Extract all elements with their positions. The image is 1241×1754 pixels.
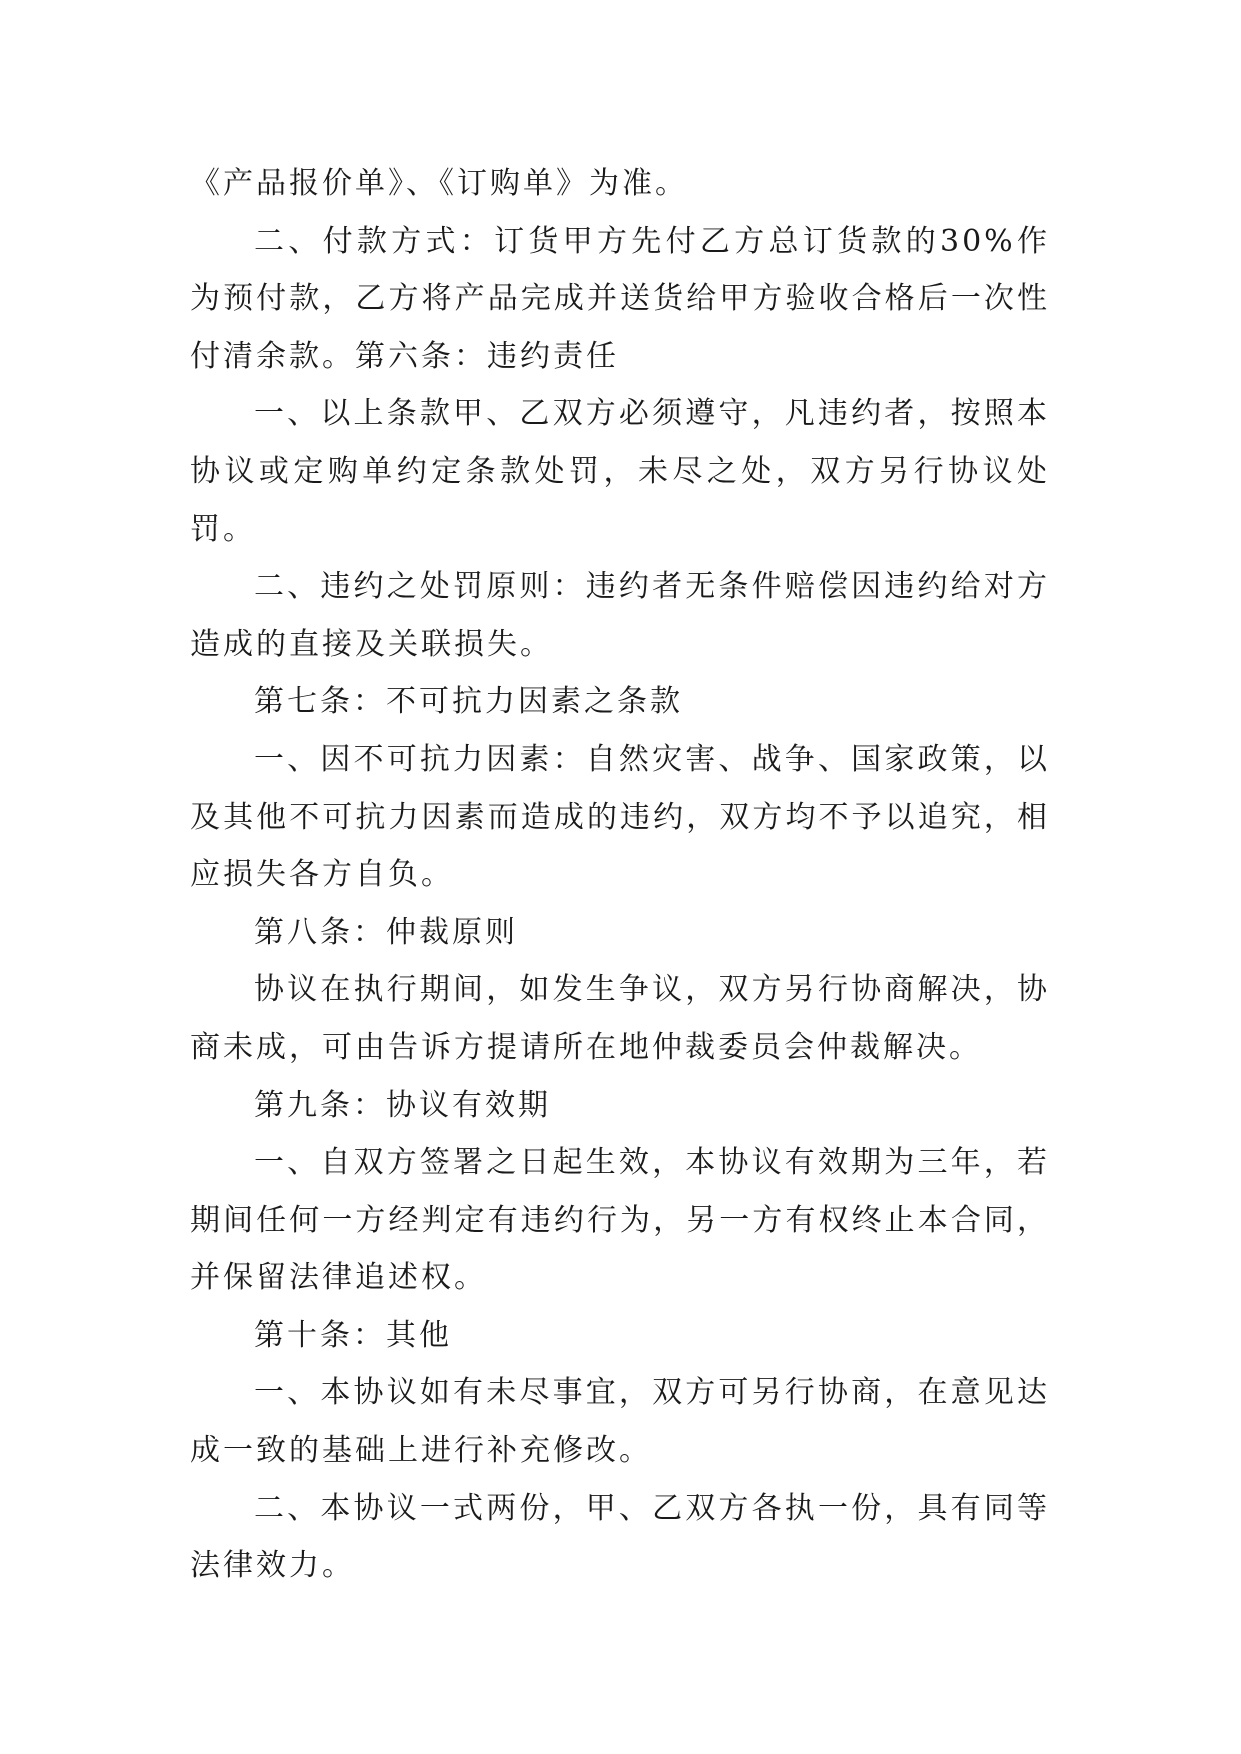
paragraph-7: 一、自双方签署之日起生效，本协议有效期为三年，若期间任何一方经判定有违约行为，另一方有权终止本合同，并保留法律追述权。 xyxy=(190,1145,1050,1296)
paragraph-2: 二、付款方式：订货甲方先付乙方总订货款的30%作为预付款，乙方将产品完成并送货给甲方验收合格后一次性付清余款。第六条：违约责任 xyxy=(190,223,1050,374)
paragraph-9: 二、本协议一式两份，甲、乙双方各执一份，具有同等法律效力。 xyxy=(190,1490,1050,1584)
paragraph-1: 《产品报价单》、《订购单》为准。 xyxy=(190,166,688,201)
paragraph-8: 一、本协议如有未尽事宜，双方可另行协商，在意见达成一致的基础上进行补充修改。 xyxy=(190,1375,1050,1469)
paragraph-4: 二、违约之处罚原则：违约者无条件赔偿因违约给对方造成的直接及关联损失。 xyxy=(190,569,1050,662)
section-heading-7: 第七条：不可抗力因素之条款 xyxy=(254,684,683,720)
section-heading-9: 第九条：协议有效期 xyxy=(254,1087,551,1123)
paragraph-3: 一、以上条款甲、乙双方必须遵守，凡违约者，按照本协议或定购单约定条款处罚，未尽之处，双方另行协议处罚。 xyxy=(190,396,1050,547)
document-body xyxy=(190,155,1050,1595)
section-heading-10: 第十条：其他 xyxy=(254,1317,452,1353)
section-heading-8: 第八条：仲裁原则 xyxy=(254,914,518,950)
paragraph-5: 一、因不可抗力因素：自然灾害、战争、国家政策，以及其他不可抗力因素而造成的违约，双方均不予以追究，相应损失各方自负。 xyxy=(190,741,1050,893)
paragraph-6: 协议在执行期间，如发生争议，双方另行协商解决，协商未成，可由告诉方提请所在地仲裁委员会仲裁解决。 xyxy=(190,972,1050,1065)
